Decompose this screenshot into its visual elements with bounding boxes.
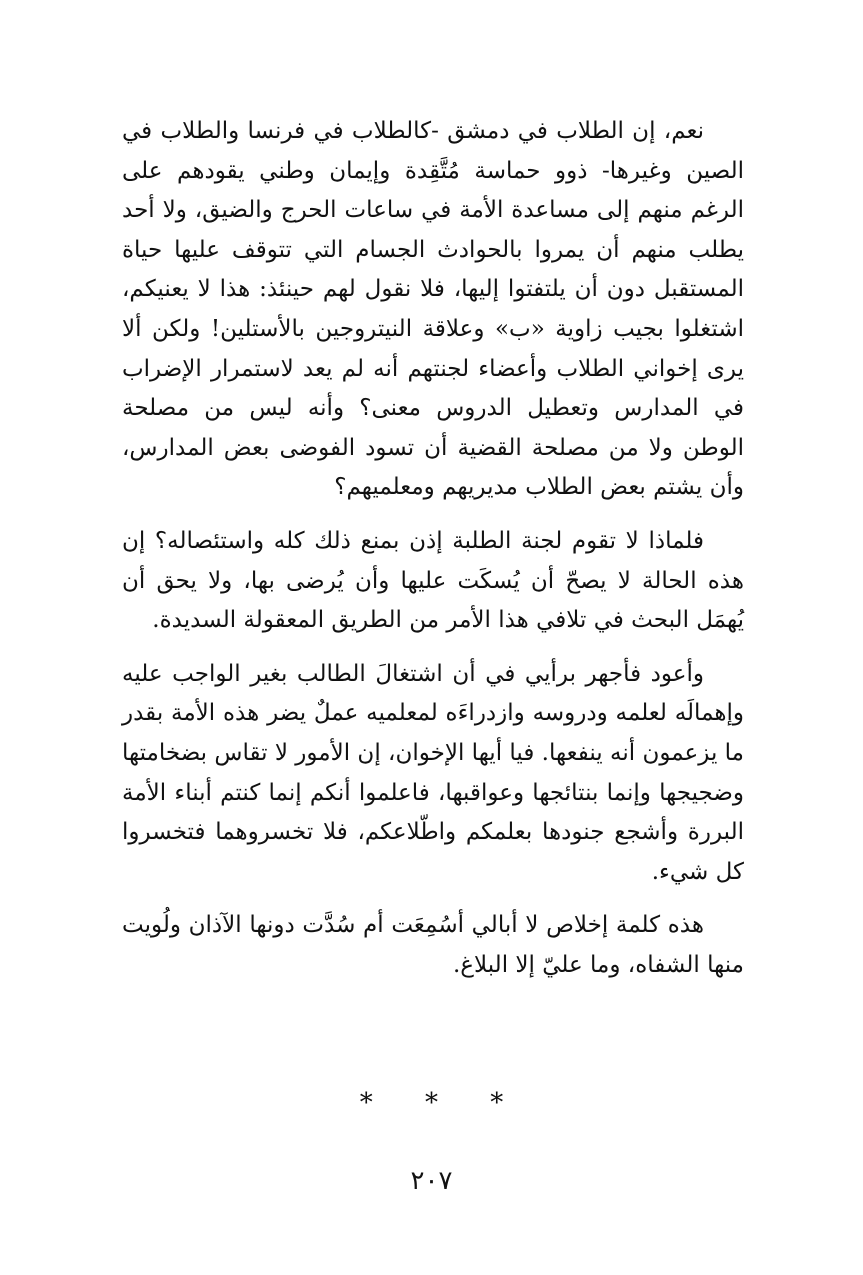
page-number: ٢٠٧ (410, 1166, 453, 1196)
paragraph-3: وأعود فأجهر برأيي في أن اشتغالَ الطالب بغير الواجب عليه وإهمالَه لعلمه ودروسه وازدراءَه لمعلميه عملٌ يضر هذه الأمة بقدر ما يزعمون أنه ينفعها. فيا أيها الإخوان، إن الأمور لا تقاس بضخامتها وضجيجها وإنما بنتائجها وعواقبها، فاعلموا أنكم إنما كنتم أبناء الأمة البررة وأشجع جنودها بعلمكم واطّلاعكم، فلا تخسروهما فتخسروا كل شيء. (122, 660, 744, 885)
section-separator: * * * (359, 1088, 526, 1118)
paragraph-4: هذه كلمة إخلاص لا أبالي أسُمِعَت أم سُدَّت دونها الآذان ولُويت منها الشفاه، وما عليّ إلا البلاغ. (122, 912, 744, 978)
body-text (122, 112, 744, 985)
paragraph-1: نعم، إن الطلاب في دمشق -كالطلاب في فرنسا والطلاب في الصين وغيرها- ذوو حماسة مُتَّقِدة وإيمان وطني يقودهم على الرغم منهم إلى مساعدة الأمة في ساعات الحرج والضيق، ولا أحد يطلب منهم أن يمروا بالحوادث الجسام التي تتوقف عليها حياة المستقبل دون أن يلتفتوا إليها، فلا نقول لهم حينئذ: هذا لا يعنيكم، اشتغلوا بجيب زاوية «ب» وعلاقة النيتروجين بالأستلين! ولكن ألا يرى إخواني الطلاب وأعضاء لجنتهم أنه لم يعد لاستمرار الإضراب في المدارس وتعطيل الدروس معنى؟ وأنه ليس من مصلحة الوطن ولا من مصلحة القضية أن تسود الفوضى بعض المدارس، وأن يشتم بعض الطلاب مديريهم ومعلميهم؟ (122, 118, 744, 501)
paragraph-2: فلماذا لا تقوم لجنة الطلبة إذن بمنع ذلك كله واستئصاله؟ إن هذه الحالة لا يصحّ أن يُسكَت عليها وأن يُرضى بها، ولا يحق أن يُهمَل البحث في تلافي هذا الأمر من الطريق المعقولة السديدة. (122, 527, 744, 634)
